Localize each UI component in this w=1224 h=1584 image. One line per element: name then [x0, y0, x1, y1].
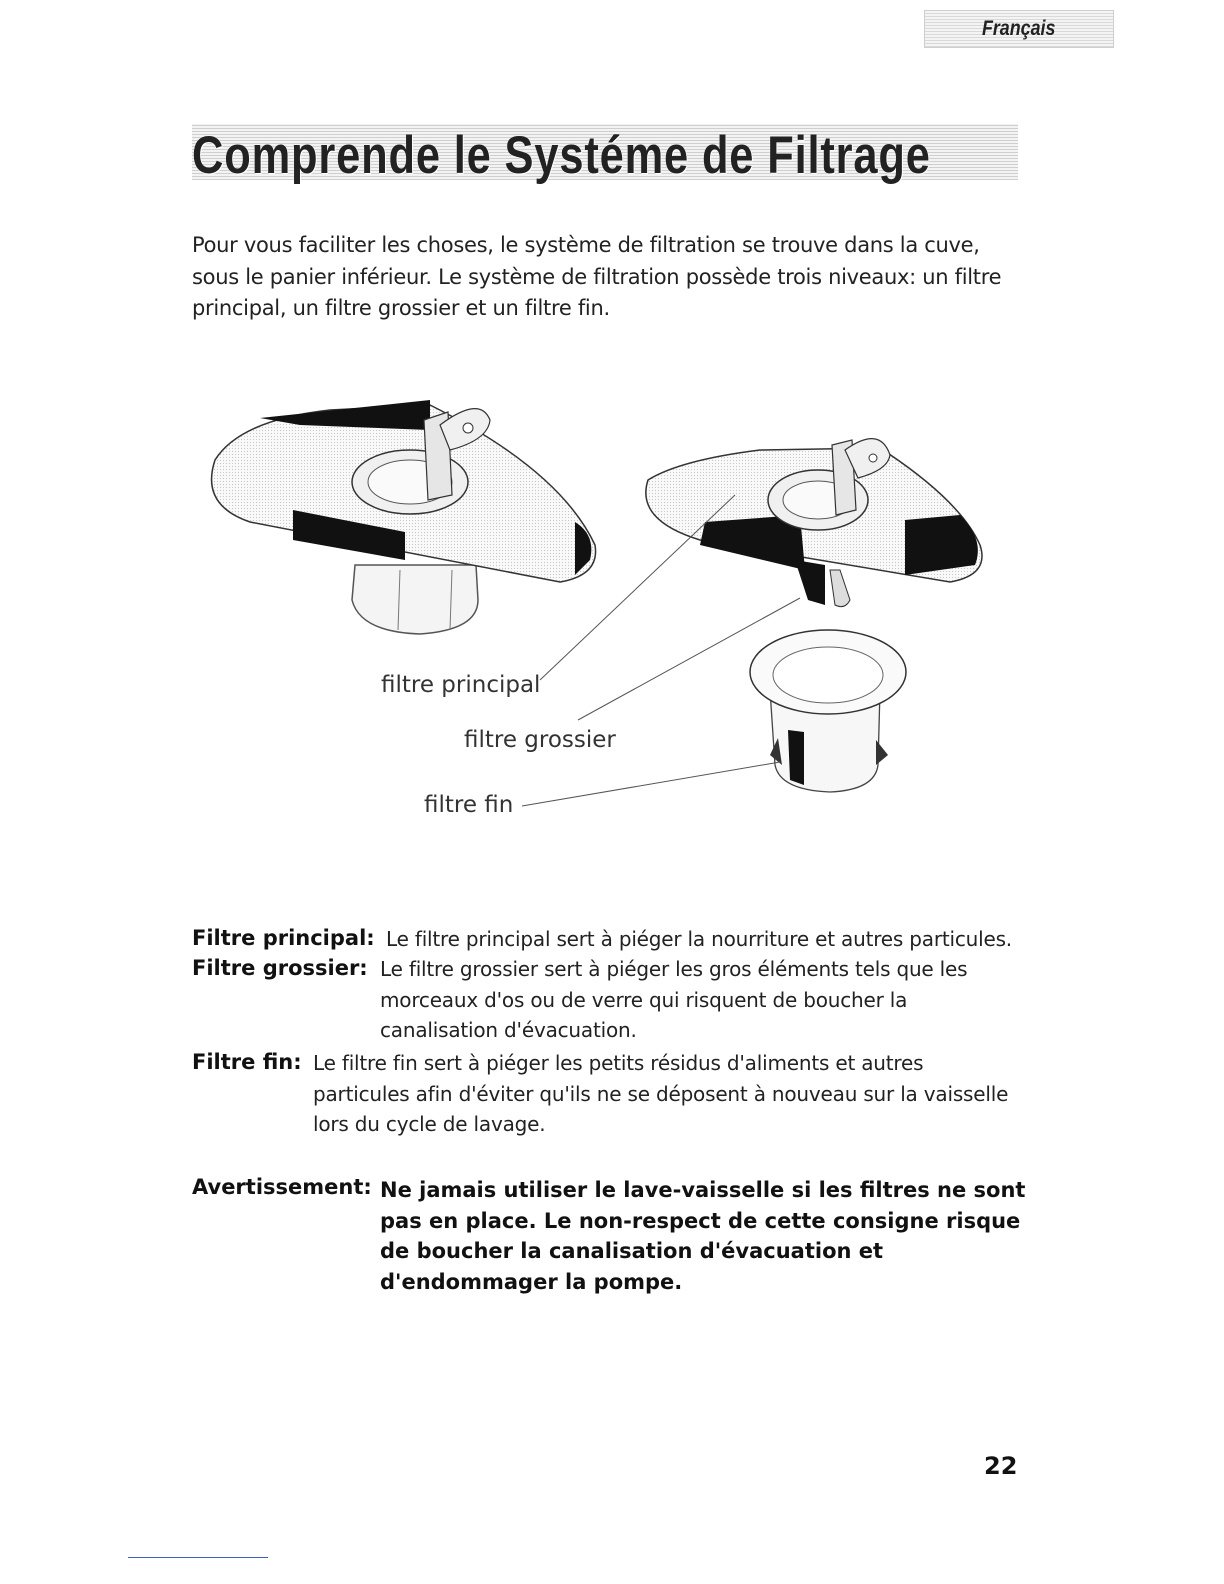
assembled-filter-illustration [212, 400, 596, 634]
footer-rule [128, 1557, 268, 1558]
page-number: 22 [984, 1452, 1018, 1480]
definition-term: Filtre principal: [192, 926, 375, 950]
definition-text: Le filtre grossier sert à piéger les gros éléments tels que les morceaux d'os ou de verre qui risquent de boucher la canalisation d'évacuation. [380, 957, 968, 1042]
definition-text: Le filtre fin sert à piéger les petits résidus d'aliments et autres particules afin d'éviter qu'ils ne se déposent à nouveau sur la vaisselle lors du cycle de lavage. [313, 1051, 1009, 1136]
definition-term: Filtre fin: [192, 1050, 302, 1074]
warning-label: Avertissement: [192, 1175, 372, 1199]
fine-filter-cup-illustration [750, 630, 906, 792]
main-filter-plate-illustration [646, 439, 982, 607]
warning-text: Ne jamais utiliser le lave-vaisselle si les filtres ne sont pas en place. Le non-respect de cette consigne risque de boucher la canalisation d'évacuation et d'endommager la pompe. [380, 1178, 1026, 1294]
language-label: Français [981, 17, 1055, 40]
callout-filtre-fin: filtre fin [424, 792, 514, 818]
definition-term: Filtre grossier: [192, 956, 368, 980]
page-title: Comprende le Systéme de Filtrage [192, 126, 931, 185]
definition-text: Le filtre principal sert à piéger la nourriture et autres particules. [386, 927, 1012, 951]
callout-filtre-principal: filtre principal [381, 672, 541, 698]
intro-paragraph: Pour vous faciliter les choses, le système de filtration se trouve dans la cuve, sous le panier inférieur. Le système de filtration possède trois niveaux: un filtre principal, un filtre grossier et un filtre fin. [192, 233, 1002, 320]
callout-filtre-grossier: filtre grossier [464, 727, 616, 753]
